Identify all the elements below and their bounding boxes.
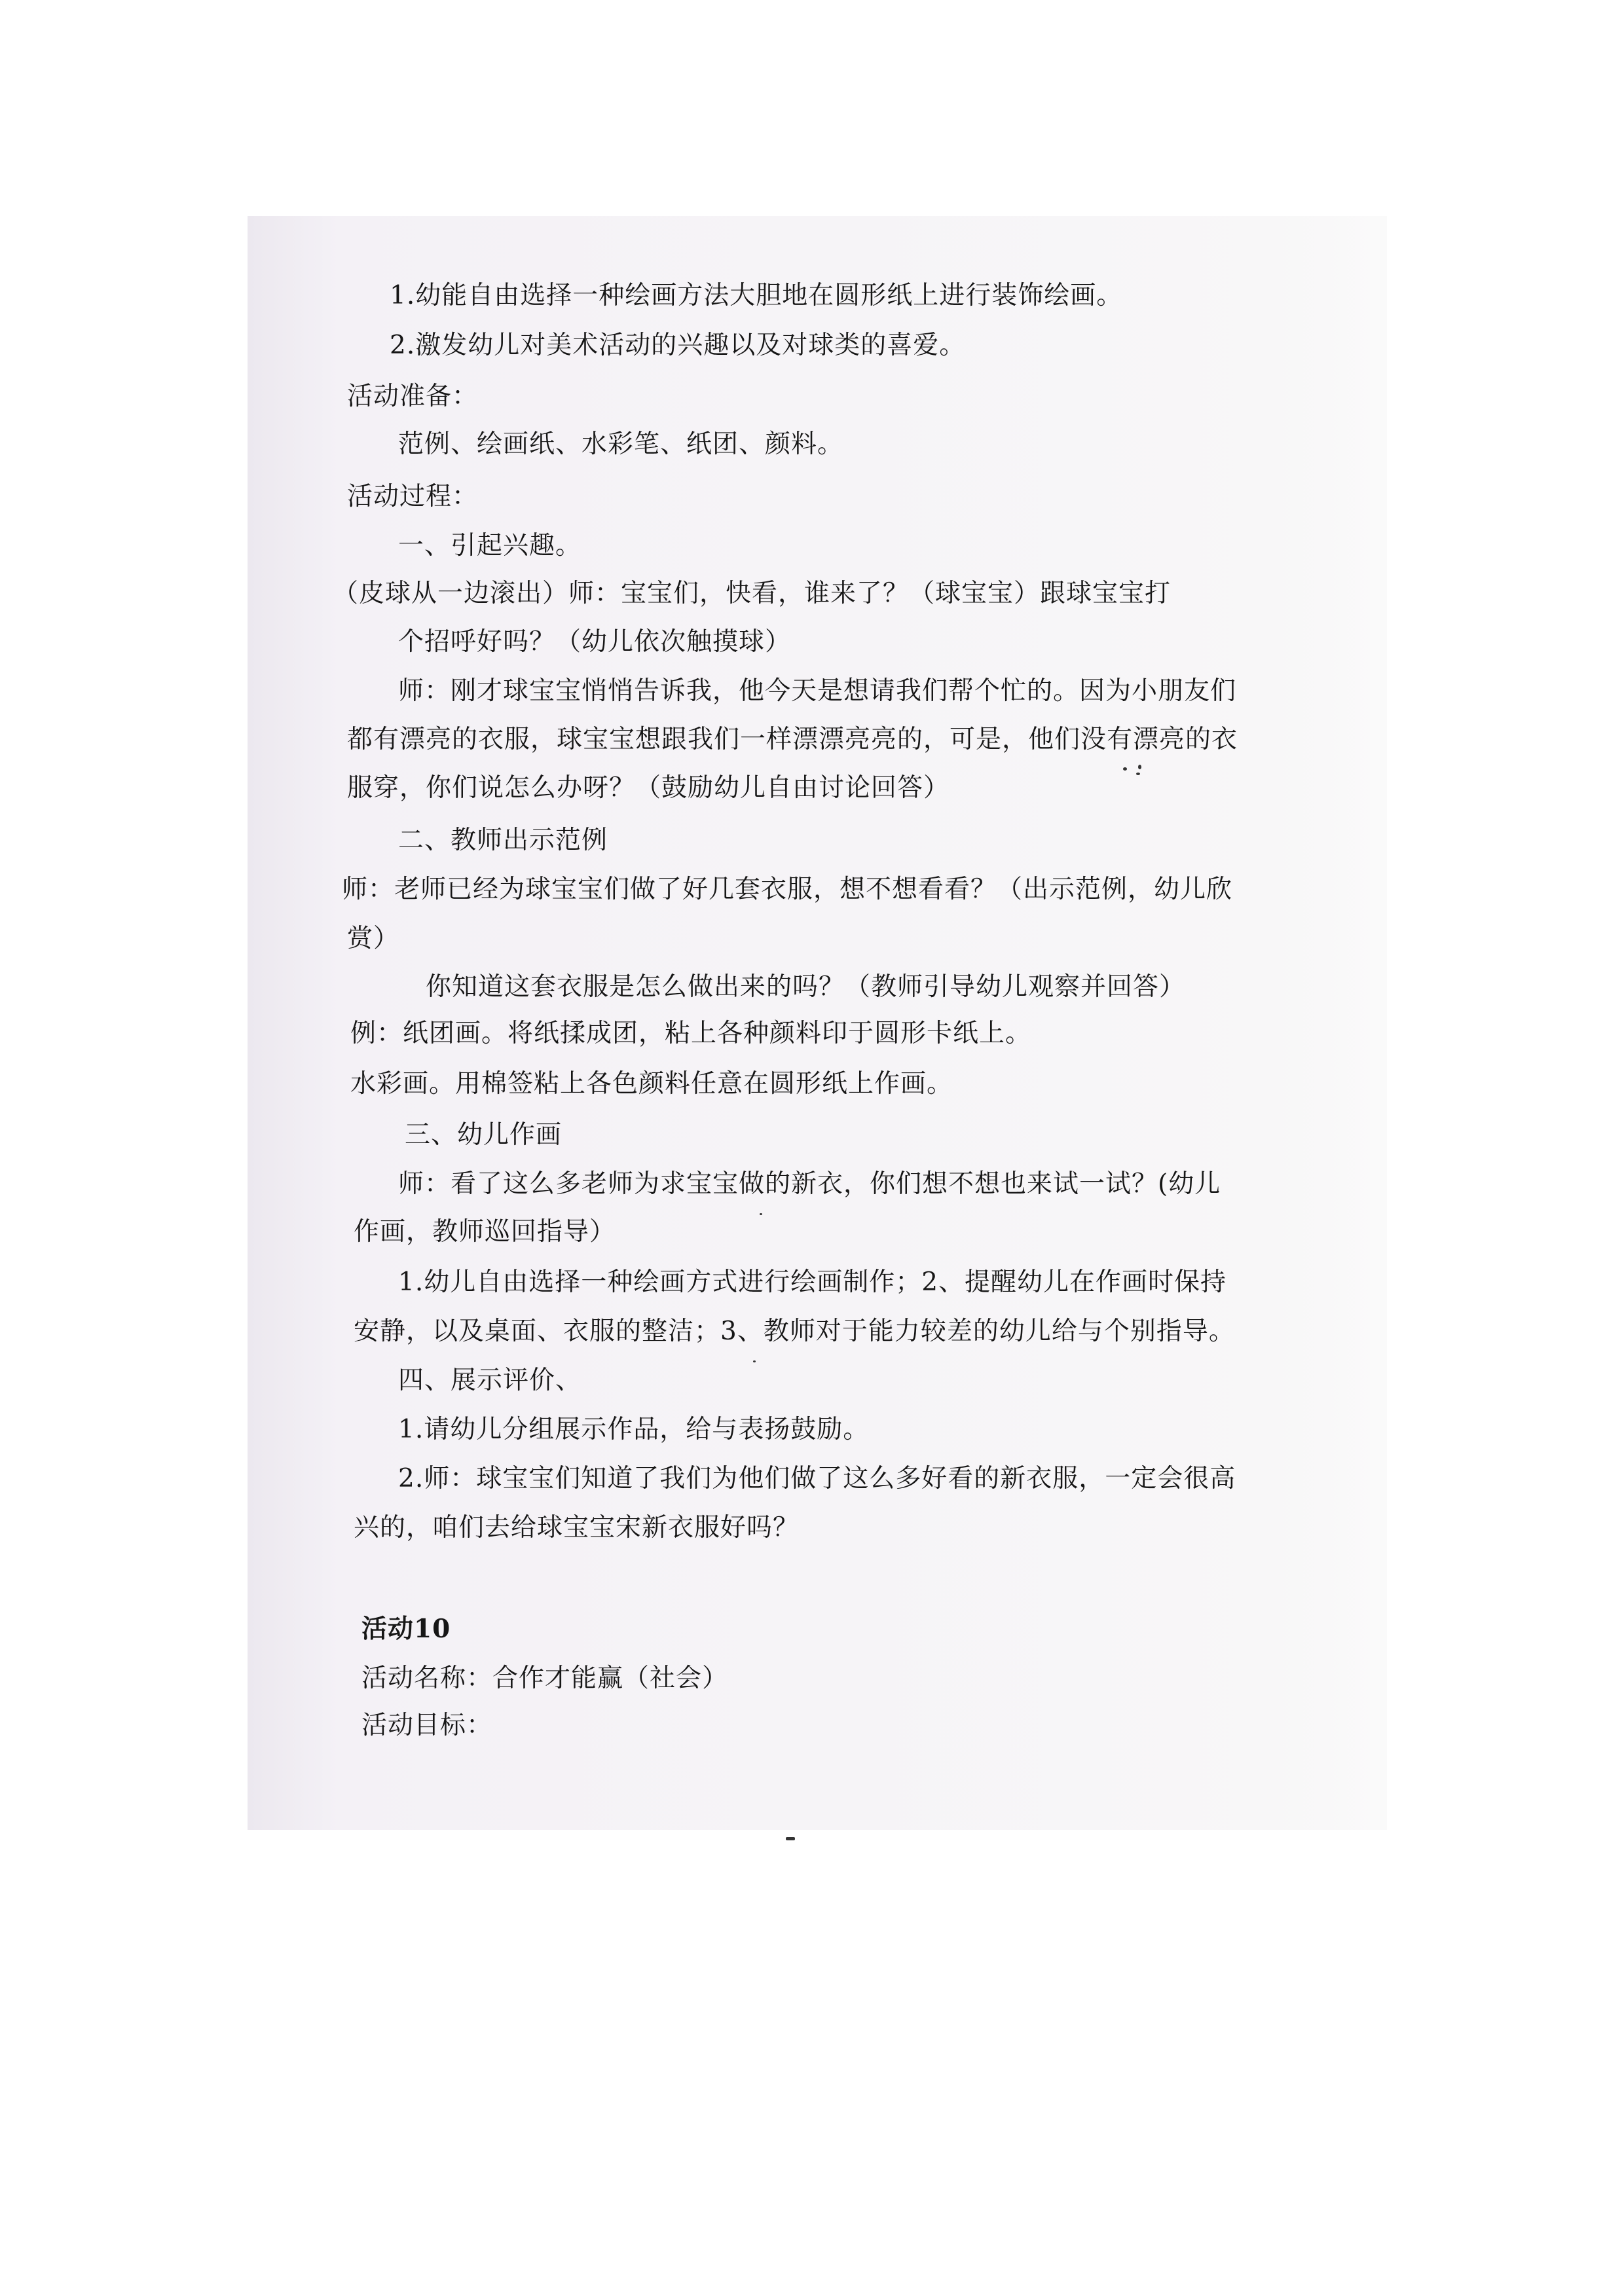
text-line: 师：看了这么多老师为求宝宝做的新衣，你们想不想也来试一试？(幼儿: [398, 1169, 1221, 1199]
text-line: 1.请幼儿分组展示作品，给与表扬鼓励。: [398, 1415, 870, 1444]
text-line: 师：老师已经为球宝宝们做了好几套衣服，想不想看看？（出示范例，幼儿欣: [342, 875, 1233, 904]
scan-speck: [786, 1837, 795, 1840]
scan-speck: [753, 1360, 756, 1362]
text-line: 师：刚才球宝宝悄悄告诉我，他今天是想请我们帮个忙的。因为小朋友们: [398, 676, 1237, 706]
scan-speck: [1138, 765, 1141, 769]
subsection-heading: 四、展示评价、: [398, 1366, 582, 1395]
activity-name: 活动名称：合作才能赢（社会）: [361, 1664, 729, 1693]
text-line: 都有漂亮的衣服，球宝宝想跟我们一样漂漂亮亮的，可是，他们没有漂亮的衣: [347, 725, 1238, 754]
text-line: 兴的，咱们去给球宝宝宋新衣服好吗？: [354, 1513, 800, 1542]
text-line: 水彩画。用棉签粘上各色颜料任意在圆形纸上作画。: [350, 1069, 953, 1099]
text-line: 2.师：球宝宝们知道了我们为他们做了这么多好看的新衣服，一定会很高: [398, 1464, 1236, 1493]
subsection-heading: 一、引起兴趣。: [398, 531, 582, 560]
text-line: 1.幼儿自由选择一种绘画方式进行绘画制作；2、提醒幼儿在作画时保持: [398, 1267, 1227, 1297]
text-line: 个招呼好吗？（幼儿依次触摸球）: [398, 627, 792, 657]
text-line: 你知道这套衣服是怎么做出来的吗？（教师引导幼儿观察并回答）: [426, 972, 1186, 1002]
section-heading: 活动准备：: [347, 382, 479, 411]
text-line: 1.幼能自由选择一种绘画方法大胆地在圆形纸上进行装饰绘画。: [390, 281, 1123, 310]
text-line: 作画，教师巡回指导）: [354, 1217, 616, 1247]
activity-title: 活动10: [361, 1614, 451, 1644]
scan-speck: [760, 1213, 762, 1215]
subsection-heading: 三、幼儿作画: [405, 1120, 563, 1150]
text-line: （皮球从一边滚出）师：宝宝们，快看，谁来了？（球宝宝）跟球宝宝打: [333, 579, 1172, 608]
subsection-heading: 二、教师出示范例: [398, 826, 608, 855]
scan-speck: [1123, 767, 1127, 771]
text-line: 例：纸团画。将纸揉成团，粘上各种颜料印于圆形卡纸上。: [350, 1019, 1032, 1048]
text-line: 赏）: [347, 924, 400, 953]
text-line: 安静，以及桌面、衣服的整洁；3、教师对于能力较差的幼儿给与个别指导。: [354, 1317, 1235, 1346]
activity-goal-label: 活动目标：: [361, 1711, 493, 1740]
text-line: 范例、绘画纸、水彩笔、纸团、颜料。: [398, 429, 844, 459]
text-line: 2.激发幼儿对美术活动的兴趣以及对球类的喜爱。: [390, 331, 966, 360]
section-heading: 活动过程：: [347, 482, 479, 511]
scan-speck: [1136, 773, 1140, 775]
text-line: 服穿，你们说怎么办呀？（鼓励幼儿自由讨论回答）: [347, 773, 950, 803]
